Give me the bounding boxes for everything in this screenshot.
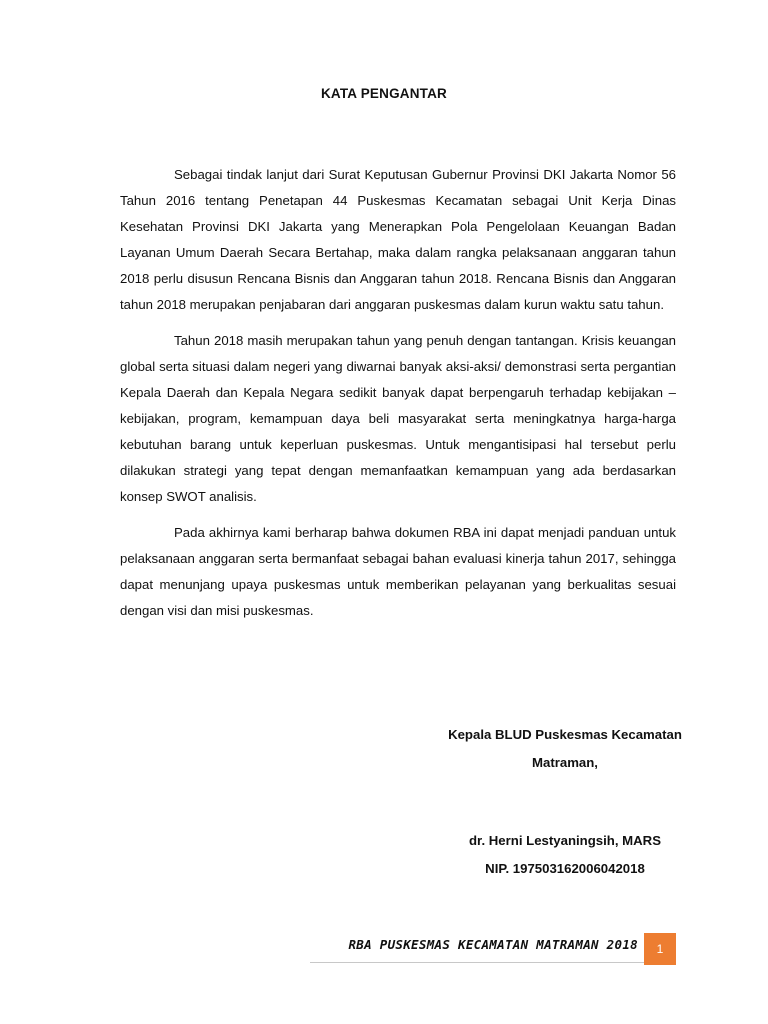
signature-position-line2: Matraman, [532,755,598,770]
page-title: KATA PENGANTAR [320,86,448,101]
signature-identity [420,827,710,883]
page-number: 1 [656,942,664,956]
paragraph-2: Tahun 2018 masih merupakan tahun yang penuh dengan tantangan. Krisis keuangan global serta situasi dalam negeri yang diwarnai banyak aksi-aksi/ demonstrasi serta pergantian Kepala Daerah dan Kepala Negara sedikit banyak dapat berpengaruh terhadap kebijakan – kebijakan, program, kemampuan daya beli masyarakat serta meningkatnya harga-harga kebutuhan barang untuk keperluan puskesmas. Untuk mengantisipasi hal tersebut perlu dilakukan strategi yang tepat dengan memanfaatkan kemampuan yang ada berdasarkan konsep SWOT analisis. [120,333,676,504]
page-number-badge [644,933,676,965]
footer-title: RBA PUSKESMAS KECAMATAN MATRAMAN 2018 [348,937,638,952]
paragraph-3: Pada akhirnya kami berharap bahwa dokumen RBA ini dapat menjadi panduan untuk pelaksanaan anggaran serta bermanfaat sebagai bahan evaluasi kinerja tahun 2017, sehingga dapat menunjang upaya puskesmas untuk memberikan pelayanan yang berkualitas sesuai dengan visi dan misi puskesmas. [120,525,676,618]
signer-nip: NIP. 197503162006042018 [485,861,645,876]
signature-position-line1: Kepala BLUD Puskesmas Kecamatan [448,727,682,742]
footer-divider [310,962,644,963]
paragraph-1: Sebagai tindak lanjut dari Surat Keputusan Gubernur Provinsi DKI Jakarta Nomor 56 Tahun 2016 tentang Penetapan 44 Puskesmas Kecamatan sebagai Unit Kerja Dinas Kesehatan Provinsi DKI Jakarta yang Menerapkan Pola Pengelolaan Keuangan Badan Layanan Umum Daerah Secara Bertahap, maka dalam rangka pelaksanaan anggaran tahun 2018 perlu disusun Rencana Bisnis dan Anggaran tahun 2018. Rencana Bisnis dan Anggaran tahun 2018 merupakan penjabaran dari anggaran puskesmas dalam kurun waktu satu tahun. [120,167,676,312]
signature-position [420,721,710,777]
body-text [120,162,676,634]
signer-name: dr. Herni Lestyaningsih, MARS [469,833,661,848]
